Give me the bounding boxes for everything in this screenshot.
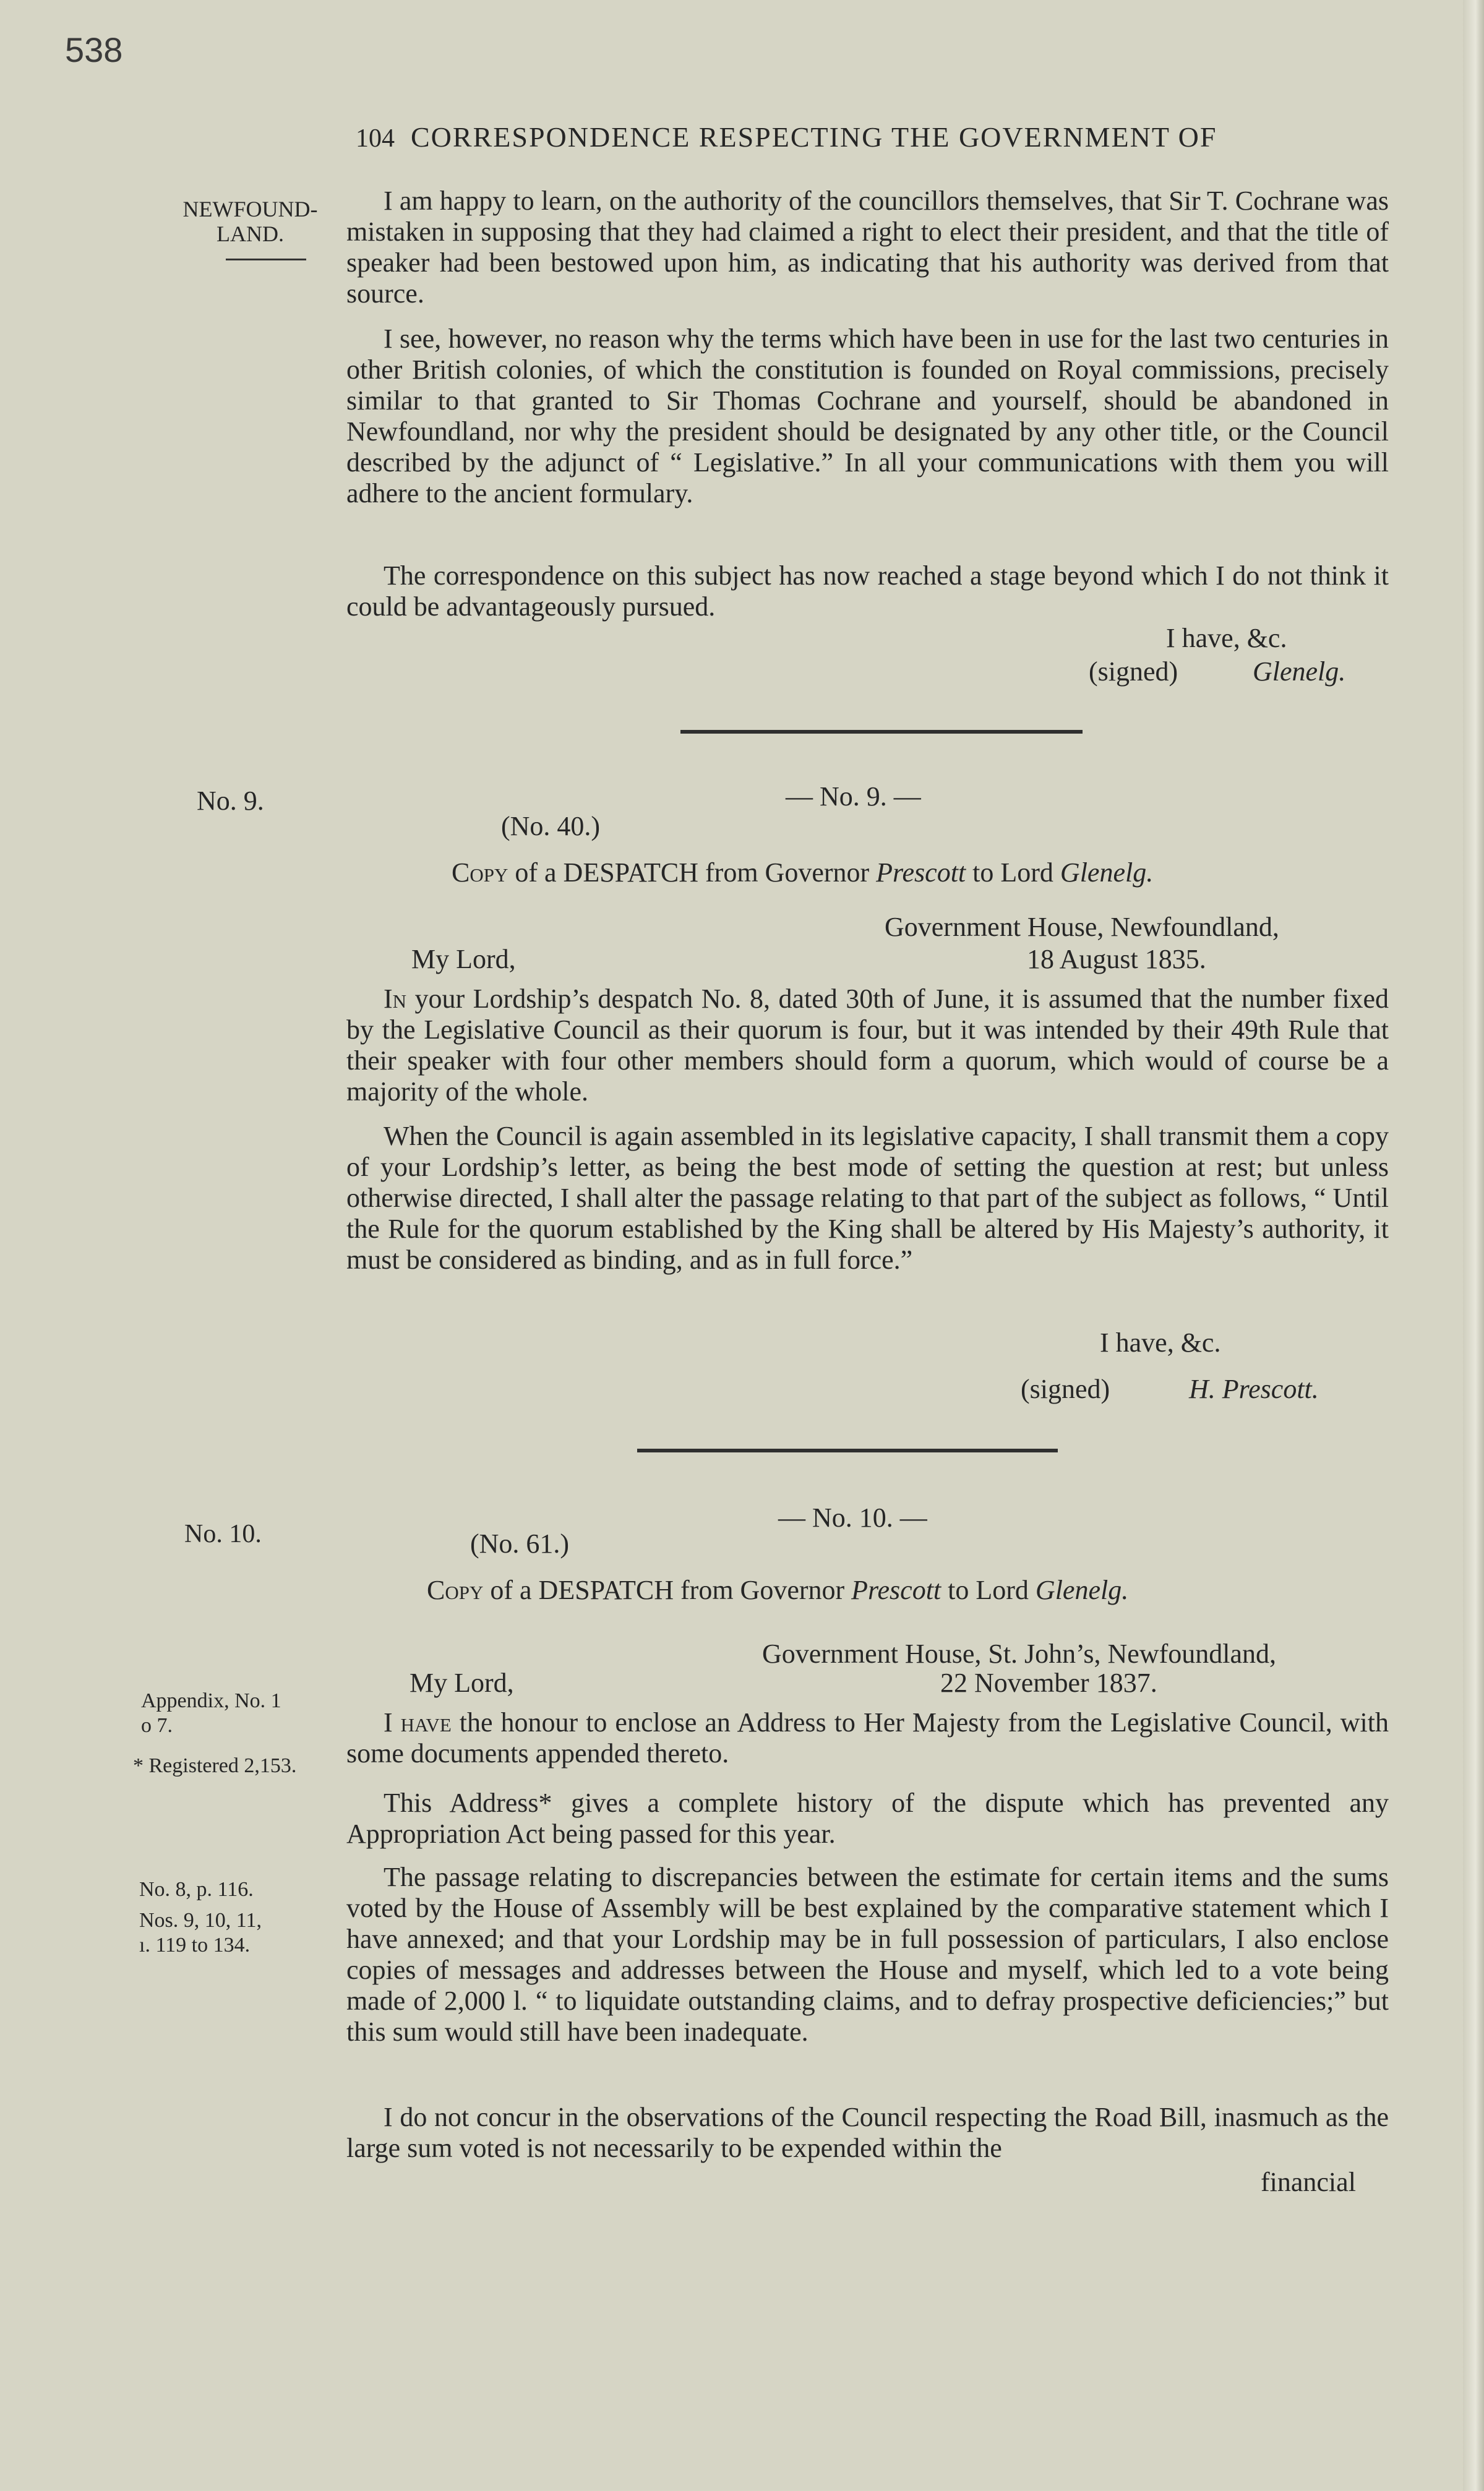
doc10-reference: (No. 61.) <box>470 1528 570 1559</box>
doc10-title-to: to Lord <box>948 1575 1029 1605</box>
doc9-title-to: to Lord <box>972 857 1053 888</box>
doc9-closing: I have, &c. <box>1100 1327 1221 1358</box>
doc10-paragraph-4: I do not concur in the observations of the Council respecting the Road Bill, inasmuch as the large sum voted is not necessarily to be expended within the <box>346 2102 1389 2163</box>
margin-appendix-line1: Appendix, No. 1 <box>141 1689 281 1712</box>
doc9-title <box>452 857 1153 888</box>
doc9-heading: — No. 9. — <box>786 781 921 812</box>
doc10-place: Government House, St. John’s, Newfoundland, <box>762 1639 1277 1669</box>
letter1-closing: I have, &c. <box>1166 623 1287 653</box>
margin-rule <box>226 259 306 260</box>
margin-colony-label <box>162 197 338 246</box>
doc10-heading: — No. 10. — <box>778 1503 927 1533</box>
page-edge-shadow <box>1463 0 1484 2491</box>
margin-ref-line1: No. 8, p. 116. <box>139 1878 254 1901</box>
section-rule-1 <box>680 730 1083 734</box>
margin-appendix <box>141 1689 281 1738</box>
letter1-paragraph-1: I am happy to learn, on the authority of the councillors themselves, that Sir T. Cochrane was mistaken in supposing that they had claimed a right to elect their president, and that the title of speaker had been bestowed upon him, as indicating that his authority was derived from that source. <box>346 186 1389 309</box>
doc9-signed: (signed) <box>1021 1374 1110 1404</box>
doc10-p1-lead: I have <box>384 1707 452 1738</box>
margin-ref-line2: Nos. 9, 10, 11, <box>139 1909 262 1932</box>
doc9-reference: (No. 40.) <box>501 811 601 841</box>
doc10-p1-text: the honour to enclose an Address to Her Majesty from the Legislative Council, with some documents appended thereto. <box>346 1707 1389 1769</box>
letter1-paragraph-2: I see, however, no reason why the terms which have been in use for the last two centuries in other British colonies, of which the constitution is founded on Royal commissions, precisely similar to that granted to Sir Thomas Cochrane and yourself, should be abandoned in Newfoundland, nor why the president should be designated by any other title, or the Council described by the adjunct of “ Legislative.” In all your communications with them you will adhere to the ancient formulary. <box>346 324 1389 508</box>
doc9-title-rest: of a DESPATCH from Governor <box>515 857 870 888</box>
doc9-title-lord: Glenelg. <box>1060 857 1154 888</box>
margin-no10: No. 10. <box>184 1520 262 1548</box>
running-head <box>356 121 1217 153</box>
doc10-salutation: My Lord, <box>410 1668 514 1698</box>
margin-colony-line2: LAND. <box>217 221 284 246</box>
doc10-title-from: Prescott <box>851 1575 941 1605</box>
letter1-paragraph-3: The correspondence on this subject has now reached a stage beyond which I do not think it could be advantageously pursued. <box>346 560 1389 622</box>
doc10-title-rest: of a DESPATCH from Governor <box>490 1575 845 1605</box>
catchword: financial <box>1261 2167 1356 2197</box>
letter1-signed: (signed) <box>1089 656 1178 687</box>
margin-ref-line3: ı. 119 to 134. <box>139 1934 251 1957</box>
doc10-title-copy: Copy <box>427 1575 484 1605</box>
doc9-p1-text: your Lordship’s despatch No. 8, dated 30th of June, it is assumed that the number fixed by the Legislative Council as their quorum is four, but it was intended by their 49th Rule that their speaker with four other members should form a quorum, which would of course be a majority of the whole. <box>346 984 1389 1107</box>
doc9-date: 18 August 1835. <box>1027 944 1206 974</box>
margin-refs <box>139 1877 262 1958</box>
page-number: 538 <box>65 30 123 69</box>
margin-no9: No. 9. <box>197 786 264 816</box>
doc10-title-lord: Glenelg. <box>1035 1575 1129 1605</box>
section-rule-2 <box>637 1449 1058 1452</box>
doc9-place: Government House, Newfoundland, <box>885 912 1279 942</box>
doc10-paragraph-1 <box>346 1707 1389 1769</box>
doc9-paragraph-1 <box>346 984 1389 1107</box>
doc10-paragraph-3: The passage relating to discrepancies between the estimate for certain items and the sums voted by the House of Assembly will be best explained by the comparative statement which I have annexed; and that your Lordship may be in full possession of particulars, I also enclose copies of messages and addresses between the House and myself, which led to a vote being made of 2,000 l. “ to liquidate outstanding claims, and to defray prospective deficiencies;” but this sum would still have been inadequate. <box>346 1862 1389 2047</box>
letter1-signer: Glenelg. <box>1253 656 1346 687</box>
margin-colony-line1: NEWFOUND- <box>182 197 318 221</box>
margin-registered: * Registered 2,153. <box>133 1754 297 1777</box>
margin-appendix-line2: o 7. <box>141 1714 173 1737</box>
doc10-date: 22 November 1837. <box>940 1668 1157 1698</box>
doc9-title-copy: Copy <box>452 857 508 888</box>
doc10-title <box>427 1574 1128 1606</box>
running-head-title: CORRESPONDENCE RESPECTING THE GOVERNMENT OF <box>411 121 1217 153</box>
doc9-salutation: My Lord, <box>411 944 516 974</box>
doc9-signer: H. Prescott. <box>1189 1374 1319 1404</box>
doc10-paragraph-2: This Address* gives a complete history of the dispute which has prevented any Appropriation Act being passed for this year. <box>346 1788 1389 1849</box>
doc9-p1-lead: In <box>384 984 407 1014</box>
doc9-paragraph-2: When the Council is again assembled in its legislative capacity, I shall transmit them a copy of your Lordship’s letter, as being the best mode of setting the question at rest; but unless otherwise directed, I shall alter the passage relating to that part of the subject as follows, “ Until the Rule for the quorum established by the King shall be altered by His Majesty’s authority, it must be considered as binding, and as in full force.” <box>346 1121 1389 1275</box>
doc9-title-from: Prescott <box>876 857 966 888</box>
running-head-page: 104 <box>356 124 395 153</box>
